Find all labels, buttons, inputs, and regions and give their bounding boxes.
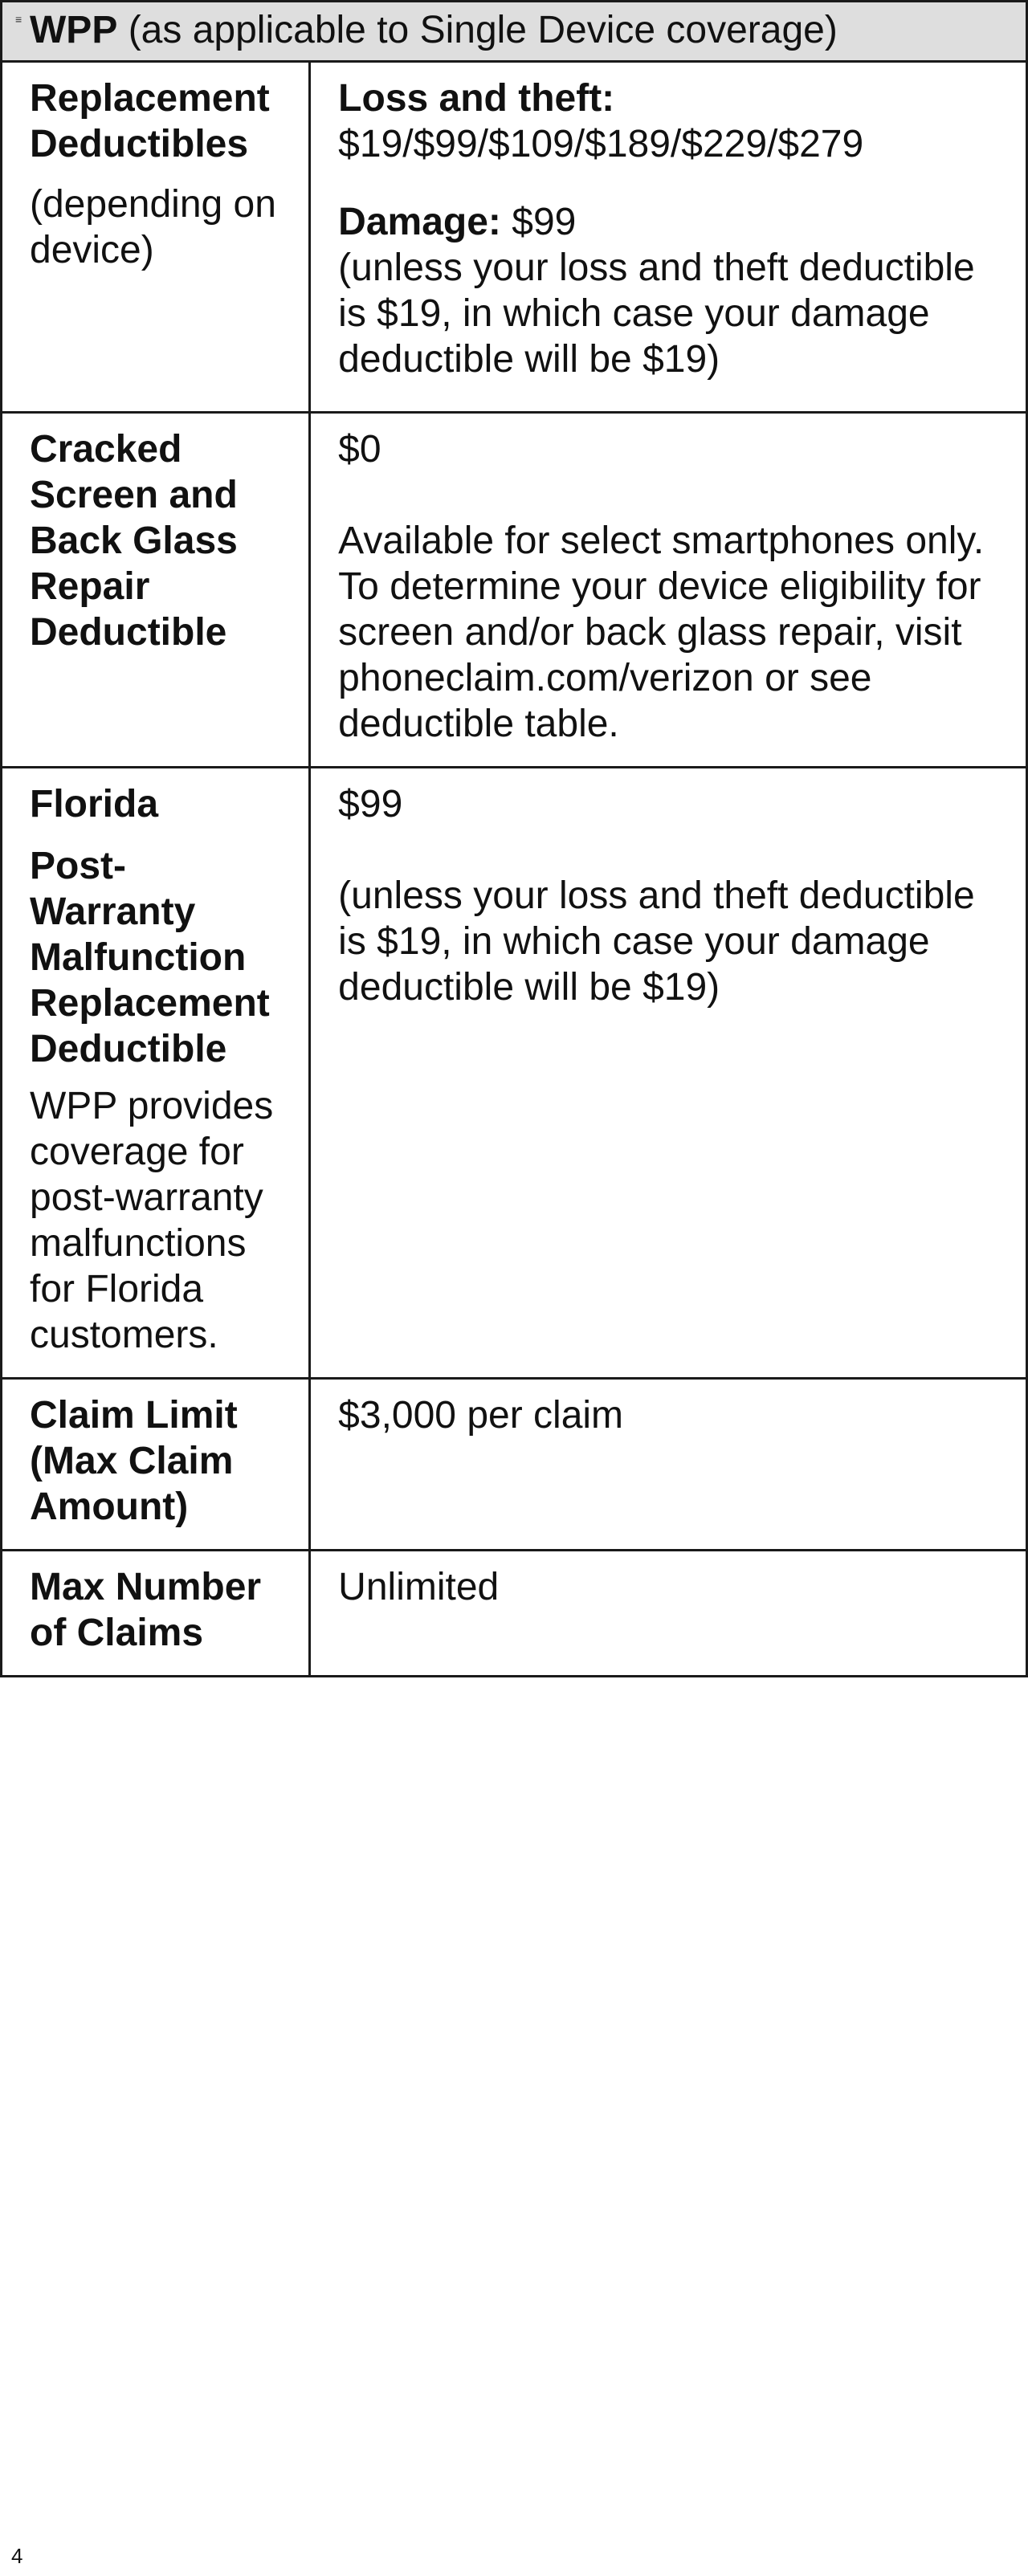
- table-header: [2, 2, 1027, 62]
- damage-line: [338, 199, 1000, 245]
- table-row-replacement: [2, 62, 1027, 413]
- header-brand: WPP: [30, 9, 118, 51]
- florida-main-label: Post-Warranty Malfunction Replacement Deductible: [30, 845, 270, 1070]
- row-label-cell: [2, 768, 310, 1379]
- damage-label: Damage:: [338, 201, 501, 243]
- florida-value-note: (unless your loss and theft deductible is $19, in which case your damage deductible will be $19): [338, 874, 975, 1009]
- damage-note: (unless your loss and theft deductible is $19, in which case your damage deductible will be $19): [338, 247, 975, 381]
- cracked-value: $0: [338, 428, 381, 471]
- claim-limit-label: Claim Limit (Max Claim Amount): [30, 1394, 238, 1528]
- table-row-florida: [2, 768, 1027, 1379]
- table-row-max-claims: [2, 1551, 1027, 1677]
- loss-theft-label: Loss and theft:: [338, 77, 615, 120]
- florida-state-label: Florida: [30, 783, 159, 825]
- row-label-cell: [2, 1379, 310, 1551]
- header-mark: ≡: [15, 13, 22, 26]
- max-claims-label: Max Number of Claims: [30, 1566, 262, 1654]
- page-number: 4: [11, 2544, 23, 2568]
- table-row-cracked: [2, 413, 1027, 768]
- row-value-cell: [310, 1379, 1027, 1551]
- damage-value: $99: [512, 201, 577, 243]
- cracked-label: Cracked Screen and Back Glass Repair Deductible: [30, 428, 238, 654]
- florida-value: $99: [338, 783, 403, 825]
- row-value-cell: [310, 768, 1027, 1379]
- cracked-note: Available for select smartphones only. To determine your device eligibility for screen and/or back glass repair, visit phoneclaim.com/verizon or see deductible table.: [338, 520, 985, 745]
- row-label-cell: [2, 413, 310, 768]
- row-value-cell: [310, 62, 1027, 413]
- replacement-label: Replacement Deductibles: [30, 77, 270, 165]
- table-row-claim-limit: [2, 1379, 1027, 1551]
- loss-theft-value: $19/$99/$109/$189/$229/$279: [338, 123, 864, 165]
- max-claims-value: Unlimited: [338, 1566, 500, 1608]
- claim-limit-value: $3,000 per claim: [338, 1394, 624, 1437]
- row-label-cell: [2, 1551, 310, 1677]
- table-header-row: [2, 2, 1027, 62]
- row-value-cell: [310, 413, 1027, 768]
- row-value-cell: [310, 1551, 1027, 1677]
- florida-note: WPP provides coverage for post-warranty malfunctions for Florida customers.: [30, 1085, 274, 1356]
- row-label-cell: [2, 62, 310, 413]
- replacement-note: (depending on device): [30, 183, 276, 271]
- header-subtitle: (as applicable to Single Device coverage): [128, 9, 838, 51]
